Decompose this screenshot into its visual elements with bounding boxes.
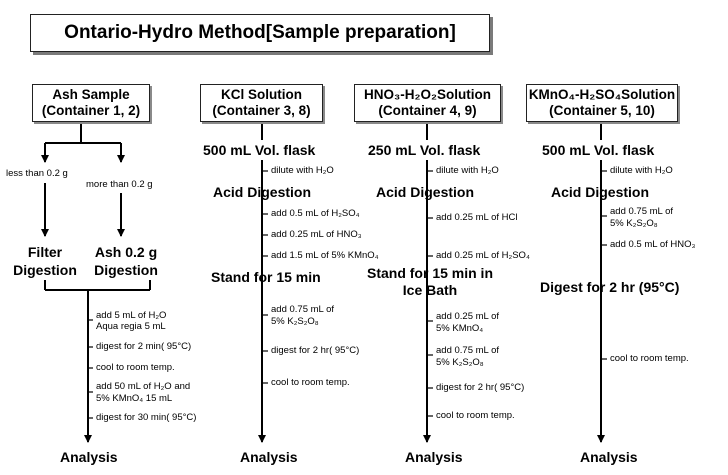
ash-step-2: digest for 2 min( 95°C) bbox=[96, 341, 192, 352]
kmno4-stage-digest: Digest for 2 hr (95°C) bbox=[540, 279, 680, 295]
ash-step-3: cool to room temp. bbox=[96, 362, 175, 373]
kmno4-stage-acid-digestion: Acid Digestion bbox=[551, 184, 650, 200]
ash-step-1a: add 5 mL of H₂O bbox=[96, 310, 167, 321]
hno3-step-5: digest for 2 hr( 95°C) bbox=[436, 382, 525, 393]
ash-step-1b: Aqua regia 5 mL bbox=[96, 321, 166, 332]
kcl-step-3: add 1.5 mL of 5% KMnO₄ bbox=[271, 250, 379, 261]
hno3-stage-flask: 250 mL Vol. flask bbox=[368, 142, 481, 158]
header-name: Ash Sample bbox=[52, 87, 130, 102]
ash-step-5: digest for 30 min( 95°C) bbox=[96, 412, 197, 423]
header-container: (Container 1, 2) bbox=[41, 103, 141, 118]
header-container: (Container 4, 9) bbox=[378, 103, 477, 118]
header-hno3-h2o2-solution bbox=[354, 84, 501, 122]
filter-label: Filter bbox=[27, 244, 63, 260]
kcl-step-4a: add 0.75 mL of bbox=[271, 304, 335, 315]
hno3-stage-acid-digestion: Acid Digestion bbox=[376, 184, 475, 200]
hno3-step-3b: 5% KMnO₄ bbox=[436, 323, 484, 334]
header-name: KCl Solution bbox=[221, 87, 302, 102]
kcl-step-2: add 0.25 mL of HNO₃ bbox=[271, 229, 362, 240]
ash-amount-label: Ash 0.2 g bbox=[94, 244, 158, 260]
kmno4-analysis: Analysis bbox=[580, 449, 638, 465]
ash-analysis: Analysis bbox=[60, 449, 118, 465]
header-name: KMnO₄-H₂SO₄Solution bbox=[528, 87, 676, 102]
ash-step-4b: 5% KMnO₄ 15 mL bbox=[96, 393, 173, 404]
hno3-dilute-note: dilute with H₂O bbox=[436, 165, 499, 176]
kmno4-step-2: add 0.5 mL of HNO₃ bbox=[610, 239, 696, 250]
kmno4-step-3: cool to room temp. bbox=[610, 353, 689, 364]
filter-digestion-label: Digestion bbox=[13, 262, 77, 278]
kcl-step-1: add 0.5 mL of H₂SO₄ bbox=[271, 208, 360, 219]
header-container: (Container 3, 8) bbox=[212, 103, 311, 118]
hno3-stage-stand: Stand for 15 min in bbox=[366, 265, 493, 281]
ash-digestion-label: Digestion bbox=[94, 262, 158, 278]
kmno4-step-1a: add 0.75 mL of bbox=[610, 206, 674, 217]
kcl-stage-acid-digestion: Acid Digestion bbox=[213, 184, 312, 200]
header-ash-sample bbox=[32, 84, 150, 122]
hno3-step-3a: add 0.25 mL of bbox=[436, 311, 500, 322]
hno3-step-6: cool to room temp. bbox=[436, 410, 515, 421]
header-kmno4-h2so4-solution bbox=[526, 84, 678, 122]
kmno4-stage-flask: 500 mL Vol. flask bbox=[542, 142, 655, 158]
kcl-step-4b: 5% K₂S₂O₈ bbox=[271, 316, 319, 327]
hno3-step-1: add 0.25 mL of HCl bbox=[436, 212, 518, 223]
hno3-step-4b: 5% K₂S₂O₈ bbox=[436, 357, 484, 368]
kcl-step-6: cool to room temp. bbox=[271, 377, 350, 388]
kcl-dilute-note: dilute with H₂O bbox=[271, 165, 334, 176]
kcl-stage-stand: Stand for 15 min bbox=[211, 269, 321, 285]
kmno4-dilute-note: dilute with H₂O bbox=[610, 165, 673, 176]
kmno4-step-1b: 5% K₂S₂O₈ bbox=[610, 218, 658, 229]
hno3-stage-ice-bath: Ice Bath bbox=[402, 282, 458, 298]
header-kcl-solution bbox=[200, 84, 323, 122]
kcl-analysis: Analysis bbox=[240, 449, 298, 465]
branch-less-than: less than 0.2 g bbox=[6, 168, 68, 179]
hno3-step-2: add 0.25 mL of H₂SO₄ bbox=[436, 250, 530, 261]
header-name: HNO₃-H₂O₂Solution bbox=[364, 87, 491, 102]
kcl-step-5: digest for 2 hr( 95°C) bbox=[271, 345, 360, 356]
hno3-step-4a: add 0.75 mL of bbox=[436, 345, 500, 356]
hno3-analysis: Analysis bbox=[405, 449, 463, 465]
ash-step-4a: add 50 mL of H₂O and bbox=[96, 381, 191, 392]
kcl-stage-flask: 500 mL Vol. flask bbox=[203, 142, 316, 158]
header-container: (Container 5, 10) bbox=[549, 103, 655, 118]
branch-more-than: more than 0.2 g bbox=[86, 179, 153, 190]
diagram-title: Ontario-Hydro Method[Sample preparation] bbox=[30, 14, 490, 52]
